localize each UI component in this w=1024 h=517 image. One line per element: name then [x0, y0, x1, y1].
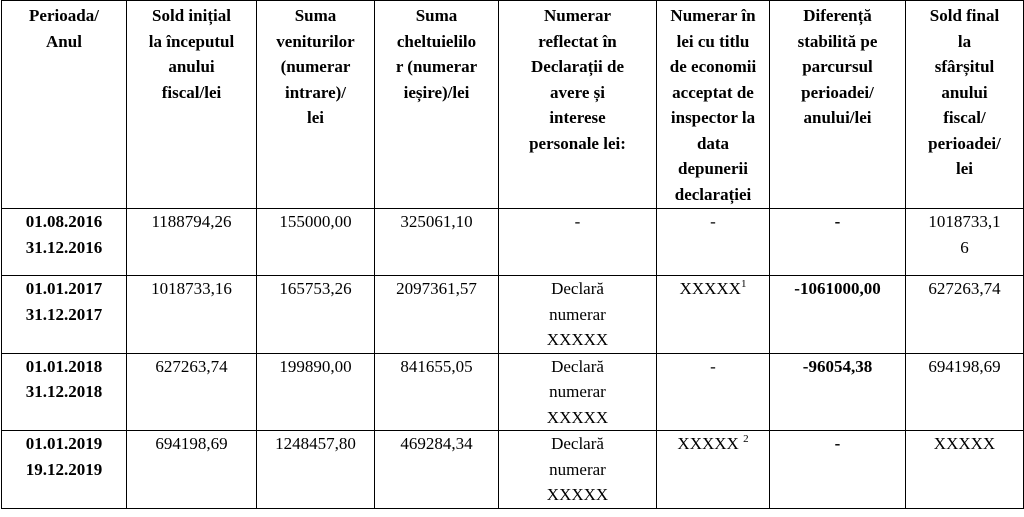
- numerar-economii-cell: -: [657, 209, 770, 276]
- diferenta-cell: -: [770, 431, 906, 509]
- period-cell: 01.01.2018 31.12.2018: [2, 353, 127, 431]
- cheltuieli-cell: 469284,34: [375, 431, 499, 509]
- venituri-cell: 165753,26: [257, 276, 375, 354]
- numerar-economii-cell: XXXXX $^2$: [657, 431, 770, 509]
- table-row: [2, 353, 1024, 431]
- cheltuieli-cell: 841655,05: [375, 353, 499, 431]
- header-diferenta: Diferență stabilită pe parcursul perioadei/ anului/lei: [770, 1, 906, 209]
- period-cell: 01.08.2016 31.12.2016: [2, 209, 127, 276]
- table-row: [2, 276, 1024, 354]
- sold-initial-cell: 627263,74: [127, 353, 257, 431]
- venituri-cell: 199890,00: [257, 353, 375, 431]
- sold-final-cell: 1018733,1 6: [906, 209, 1024, 276]
- sold-final-cell: 627263,74: [906, 276, 1024, 354]
- sold-final-cell: 694198,69: [906, 353, 1024, 431]
- numerar-declaratii-cell: Declară numerar XXXXX: [499, 353, 657, 431]
- numerar-declaratii-cell: Declară numerar XXXXX: [499, 276, 657, 354]
- header-numerar-declaratii: Numerar reflectat în Declarații de avere și interese personale lei:: [499, 1, 657, 209]
- diferenta-cell: -1061000,00: [770, 276, 906, 354]
- header-venituri: Suma veniturilor (numerar intrare)/ lei: [257, 1, 375, 209]
- table-header-row: [2, 1, 1024, 209]
- numerar-declaratii-cell: -: [499, 209, 657, 276]
- header-perioada: Perioada/ Anul: [2, 1, 127, 209]
- numerar-economii-cell: -: [657, 353, 770, 431]
- venituri-cell: 1248457,80: [257, 431, 375, 509]
- table-row: [2, 431, 1024, 509]
- footnote-marker: 2: [743, 433, 749, 445]
- period-cell: 01.01.2019 19.12.2019: [2, 431, 127, 509]
- sold-initial-cell: 694198,69: [127, 431, 257, 509]
- header-numerar-economii: Numerar în lei cu titlu de economii acceptat de inspector la data depunerii declarației: [657, 1, 770, 209]
- numerar-economii-cell: XXXXX$^1$: [657, 276, 770, 354]
- cheltuieli-cell: 2097361,57: [375, 276, 499, 354]
- financial-table: [1, 0, 1024, 509]
- header-sold-final: Sold final la sfârșitul anului fiscal/ perioadei/ lei: [906, 1, 1024, 209]
- sold-initial-cell: 1188794,26: [127, 209, 257, 276]
- header-sold-initial: Sold inițial la începutul anului fiscal/lei: [127, 1, 257, 209]
- numerar-declaratii-cell: Declară numerar XXXXX: [499, 431, 657, 509]
- diferenta-cell: -96054,38: [770, 353, 906, 431]
- table-row: [2, 209, 1024, 276]
- sold-final-cell: XXXXX: [906, 431, 1024, 509]
- footnote-marker: 1: [740, 278, 747, 290]
- sold-initial-cell: 1018733,16: [127, 276, 257, 354]
- period-cell: 01.01.2017 31.12.2017: [2, 276, 127, 354]
- cheltuieli-cell: 325061,10: [375, 209, 499, 276]
- venituri-cell: 155000,00: [257, 209, 375, 276]
- diferenta-cell: -: [770, 209, 906, 276]
- header-cheltuieli: Suma cheltuielilo r (numerar ieșire)/lei: [375, 1, 499, 209]
